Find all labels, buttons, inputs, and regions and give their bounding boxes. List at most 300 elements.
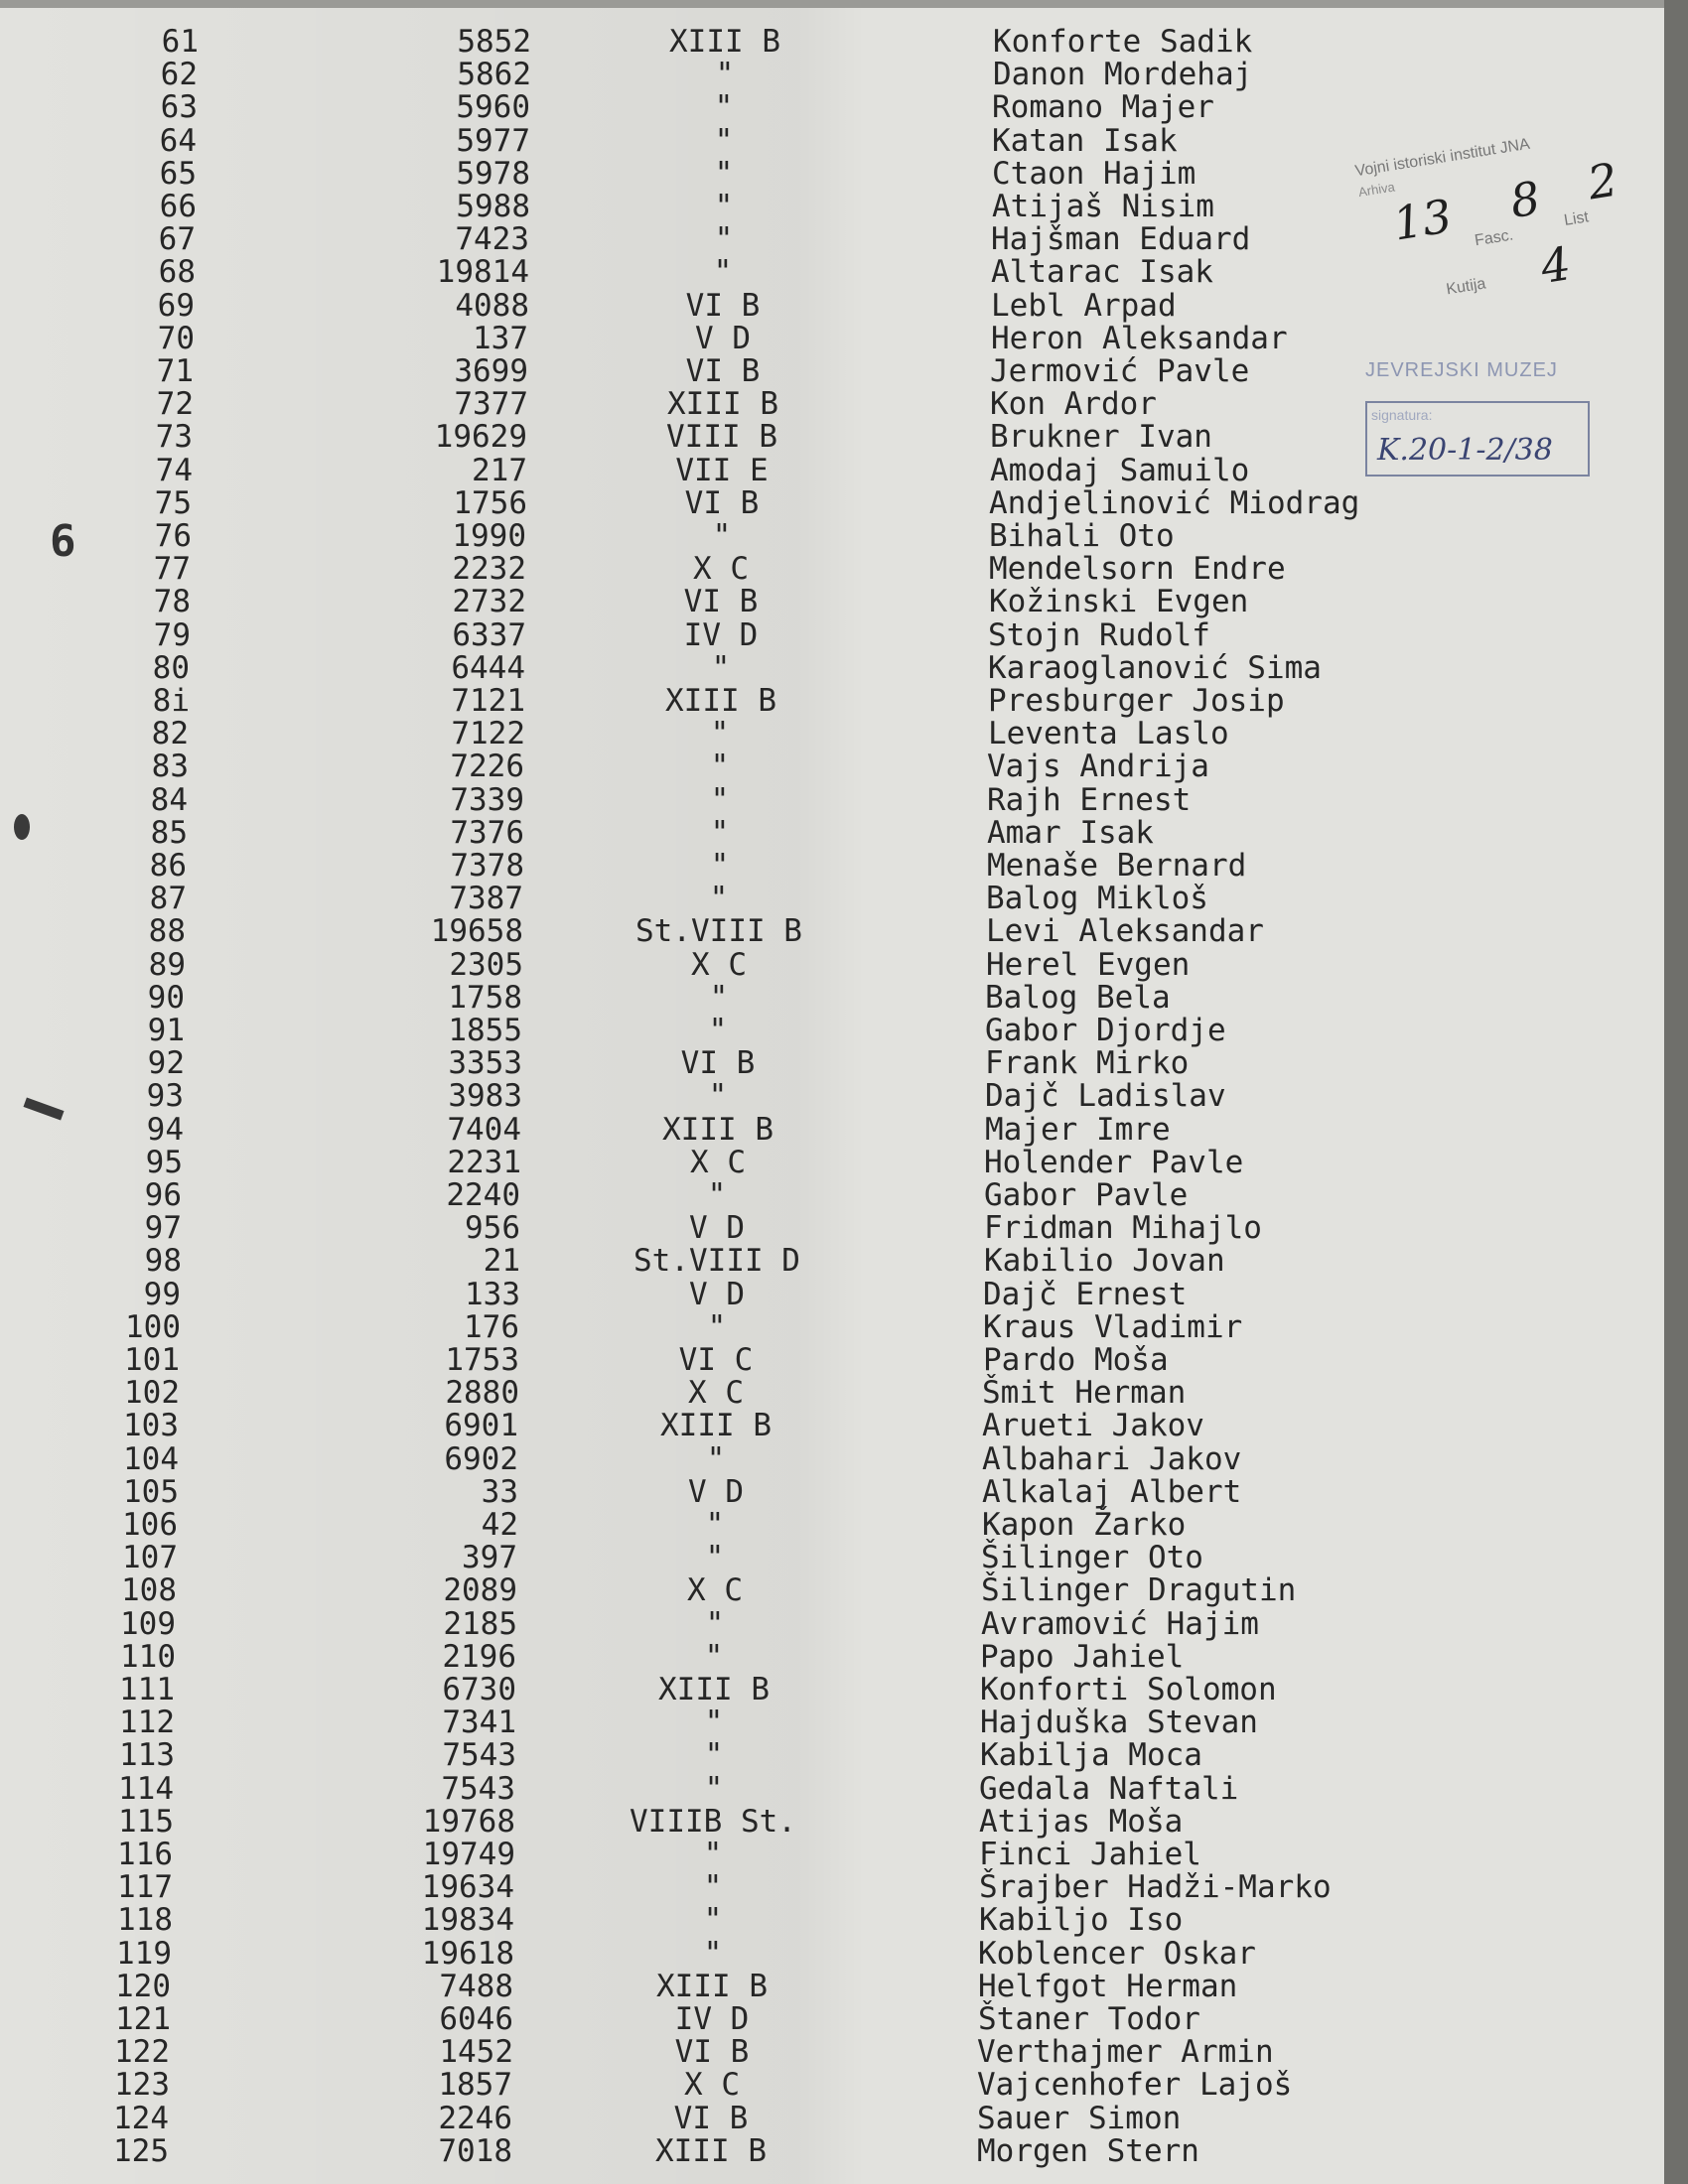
registration-number: 7376 [450, 814, 524, 851]
registration-number: 5977 [456, 122, 530, 159]
registration-number: 6730 [442, 1672, 516, 1707]
unit-designation: " [704, 1737, 724, 1774]
row-number: 101 [124, 1342, 180, 1378]
registration-number: 6444 [451, 649, 525, 686]
person-name: Balog Bela [985, 979, 1171, 1016]
registration-number: 5852 [457, 24, 531, 60]
person-name: Amar Isak [987, 814, 1154, 851]
row-number: 98 [144, 1243, 182, 1280]
unit-designation: XIII B [667, 386, 778, 423]
person-name: Danon Mordehaj [993, 57, 1253, 93]
person-name: Hajšman Eduard [991, 221, 1251, 258]
table-row [0, 1111, 1648, 1148]
registration-number: 2231 [447, 1144, 521, 1180]
unit-designation: " [707, 1177, 727, 1213]
registration-number: 7488 [439, 1968, 513, 2004]
person-name: Gabor Djordje [985, 1013, 1226, 1048]
table-row [0, 1276, 1648, 1312]
registration-number: 1753 [445, 1342, 519, 1378]
archive-fasc-label: Fasc. [1473, 226, 1515, 250]
row-number: 105 [123, 1473, 179, 1510]
table-row [0, 1410, 1648, 1442]
registration-number: 2185 [443, 1605, 517, 1642]
table-row [0, 1904, 1648, 1937]
unit-designation: " [705, 1540, 725, 1576]
person-name: Koblencer Oskar [978, 1935, 1256, 1972]
person-name: Majer Imre [985, 1111, 1171, 1148]
registration-number: 2880 [445, 1375, 519, 1412]
unit-designation: St.VIII D [633, 1243, 800, 1280]
row-number: 78 [153, 584, 191, 620]
person-name: Kraus Vladimir [983, 1308, 1243, 1345]
table-row [0, 616, 1648, 653]
table-row [0, 1871, 1648, 1904]
row-number: 118 [117, 1902, 173, 1939]
person-name: Mendelsorn Endre [989, 551, 1286, 588]
registration-number: 7226 [450, 749, 524, 785]
table-row [0, 2132, 1648, 2169]
person-name: Bihali Oto [989, 518, 1175, 554]
unit-designation: VI C [678, 1342, 754, 1378]
table-row [0, 484, 1648, 521]
person-name: Albahari Jakov [982, 1440, 1242, 1477]
row-number: 61 [161, 24, 199, 60]
unit-designation: XIII B [665, 683, 776, 719]
person-name: Alkalaj Albert [982, 1473, 1242, 1510]
unit-designation: V D [688, 1473, 744, 1510]
margin-note: 6 [50, 516, 76, 567]
unit-designation: " [706, 1440, 726, 1477]
unit-designation: XIII B [658, 1672, 770, 1707]
person-name: Šrajber Hadži-Marko [979, 1869, 1332, 1906]
person-name: Papo Jahiel [980, 1638, 1185, 1675]
registration-number: 1758 [448, 979, 522, 1016]
table-row [0, 1440, 1648, 1477]
unit-designation: " [703, 1837, 723, 1872]
table-row [0, 122, 1648, 159]
registration-number: 21 [483, 1243, 520, 1280]
unit-designation: " [709, 881, 729, 917]
table-row [0, 1377, 1648, 1410]
unit-designation: " [705, 1605, 725, 1642]
scan-right-edge [1664, 0, 1688, 2184]
person-name: Kabilja Moca [980, 1737, 1202, 1774]
registration-number: 133 [465, 1276, 520, 1312]
table-row [0, 1574, 1648, 1607]
unit-designation: VI B [685, 353, 761, 389]
row-number: 113 [119, 1737, 175, 1774]
person-name: Menaše Bernard [987, 848, 1247, 884]
registration-number: 3353 [448, 1045, 522, 1082]
table-row [0, 59, 1648, 91]
unit-designation: " [714, 89, 734, 126]
registration-number: 2240 [446, 1177, 520, 1213]
row-number: 90 [147, 979, 185, 1016]
person-name: Amodaj Samuilo [990, 452, 1250, 488]
unit-designation: " [710, 848, 730, 884]
table-row [0, 1968, 1648, 2004]
row-number: 65 [159, 155, 197, 192]
unit-designation: " [711, 649, 731, 686]
registration-number: 19814 [436, 254, 529, 291]
registration-number: 6337 [452, 616, 526, 653]
unit-designation: " [712, 518, 732, 554]
table-row [0, 26, 1648, 59]
registration-number: 217 [472, 452, 527, 488]
row-number: 86 [149, 848, 187, 884]
table-row [0, 1212, 1648, 1245]
museum-signature-label: signatura: [1371, 407, 1433, 423]
person-name: Sauer Simon [977, 2100, 1182, 2136]
person-name: Gedala Naftali [979, 1770, 1239, 1807]
registration-number: 6046 [439, 2001, 513, 2037]
registration-number: 397 [462, 1540, 517, 1576]
unit-designation: " [709, 979, 729, 1016]
row-number: 92 [147, 1045, 185, 1082]
person-name: Brukner Ivan [990, 419, 1212, 456]
unit-designation: " [715, 57, 735, 93]
registration-number: 2246 [438, 2100, 512, 2136]
registration-number: 5862 [457, 57, 531, 93]
unit-designation: X C [688, 1375, 744, 1412]
row-number: 121 [115, 2001, 171, 2037]
unit-designation: " [710, 814, 730, 851]
table-row [0, 1935, 1648, 1972]
person-name: Pardo Moša [983, 1342, 1169, 1378]
registration-number: 5988 [456, 189, 530, 224]
table-row [0, 2036, 1648, 2069]
registration-number: 2196 [442, 1638, 516, 1675]
person-name: Vajs Andrija [987, 749, 1209, 785]
table-row [0, 649, 1648, 686]
registration-number: 1756 [453, 484, 527, 521]
person-name: Verthajmer Armin [977, 2034, 1274, 2071]
person-name: Šilinger Dragutin [981, 1572, 1297, 1609]
registration-number: 19618 [421, 1935, 514, 1972]
row-number: 91 [147, 1013, 185, 1048]
unit-designation: VIIIB St. [630, 1803, 796, 1840]
person-name: Kabiljo Iso [979, 1902, 1184, 1939]
registration-number: 19634 [421, 1869, 514, 1906]
person-name: Holender Pavle [984, 1144, 1244, 1180]
table-row [0, 850, 1648, 883]
table-row [0, 1770, 1648, 1807]
museum-stamp-box [1365, 401, 1590, 477]
person-name: Kabilio Jovan [984, 1243, 1225, 1280]
registration-number: 7423 [455, 221, 529, 258]
registration-number: 1990 [452, 518, 526, 554]
row-number: 79 [153, 616, 191, 653]
row-number: 106 [122, 1507, 178, 1543]
unit-designation: " [714, 155, 734, 192]
unit-designation: X C [690, 1144, 746, 1180]
row-number: 69 [157, 287, 195, 324]
person-name: Arueti Jakov [982, 1408, 1204, 1444]
unit-designation: " [703, 1902, 723, 1939]
unit-designation: XIII B [660, 1408, 772, 1444]
registration-number: 6901 [444, 1408, 518, 1444]
archive-stamp-header: Vojni istoriski institut JNA [1353, 135, 1531, 181]
row-number: 96 [144, 1177, 182, 1213]
table-row [0, 1308, 1648, 1345]
registration-number: 2732 [452, 584, 526, 620]
registration-number: 7404 [447, 1111, 521, 1148]
person-name: Finci Jahiel [979, 1837, 1201, 1872]
person-name: Leventa Laslo [988, 716, 1229, 752]
registration-number: 7018 [438, 2132, 512, 2169]
table-row [0, 91, 1648, 124]
unit-designation: X C [693, 551, 749, 588]
row-number: 77 [153, 551, 191, 588]
person-name: Šmit Herman [982, 1375, 1187, 1412]
table-row [0, 1638, 1648, 1675]
row-number: 110 [120, 1638, 176, 1675]
unit-designation: XIII B [655, 2132, 767, 2169]
person-name: Dajč Ernest [983, 1276, 1188, 1312]
row-number: 75 [154, 484, 192, 521]
unit-designation: V D [695, 320, 751, 356]
registration-number: 19629 [434, 419, 527, 456]
unit-designation: XIII B [662, 1111, 774, 1148]
table-row [0, 553, 1648, 586]
person-name: Lebl Arpad [991, 287, 1177, 324]
archive-fasc-value: 13 [1389, 189, 1456, 251]
unit-designation: " [713, 254, 733, 291]
table-row [0, 751, 1648, 783]
unit-designation: St.VIII B [635, 913, 802, 950]
unit-designation: VIII B [666, 419, 777, 456]
row-number: 104 [123, 1440, 179, 1477]
person-name: Karaoglanović Sima [988, 649, 1322, 686]
unit-designation: " [704, 1705, 724, 1741]
row-number: 115 [118, 1803, 174, 1840]
person-name: Jermović Pavle [990, 353, 1250, 389]
unit-designation: V D [689, 1276, 745, 1312]
unit-designation: " [710, 781, 730, 818]
unit-designation: X C [687, 1572, 743, 1609]
table-row [0, 1179, 1648, 1212]
archive-kutija-label: Kutija [1445, 275, 1487, 299]
registration-number: 137 [473, 320, 528, 356]
registration-number: 7341 [442, 1705, 516, 1741]
person-name: Hajduška Stevan [980, 1705, 1258, 1741]
table-row [0, 781, 1648, 818]
unit-designation: " [705, 1507, 725, 1543]
registration-number: 19768 [422, 1803, 515, 1840]
row-number: 76 [154, 518, 192, 554]
person-name: Atijaš Nisim [992, 189, 1214, 224]
archive-list-label: List [1562, 208, 1591, 230]
unit-designation: " [704, 1638, 724, 1675]
unit-designation: " [710, 749, 730, 785]
row-number: 85 [150, 814, 188, 851]
person-name: Ctaon Hajim [992, 155, 1196, 192]
registration-number: 5978 [456, 155, 530, 192]
row-number: 83 [151, 749, 189, 785]
row-number: 120 [115, 1968, 171, 2004]
row-number: 103 [123, 1408, 179, 1444]
row-number: 122 [114, 2034, 170, 2071]
registration-number: 7543 [442, 1737, 516, 1774]
row-number: 123 [114, 2067, 170, 2104]
row-number: 80 [152, 649, 190, 686]
table-row [0, 685, 1648, 718]
unit-designation: " [707, 1308, 727, 1345]
museum-stamp [1365, 359, 1586, 477]
unit-designation: VI B [673, 2100, 749, 2136]
row-number: 67 [158, 221, 196, 258]
person-name: Kapon Žarko [982, 1507, 1187, 1543]
table-row [0, 883, 1648, 915]
table-row [0, 915, 1648, 948]
row-number: 73 [155, 419, 193, 456]
unit-designation: XIII B [669, 24, 780, 60]
table-row [0, 1344, 1648, 1377]
row-number: 66 [159, 189, 197, 224]
unit-designation: " [714, 189, 734, 224]
unit-designation: " [704, 1770, 724, 1807]
person-name: Morgen Stern [977, 2132, 1199, 2169]
row-number: 84 [150, 781, 188, 818]
unit-designation: VI B [683, 584, 759, 620]
museum-stamp-header: JEVREJSKI MUZEJ [1365, 359, 1558, 381]
table-row [0, 1473, 1648, 1510]
person-name: Konforti Solomon [980, 1672, 1277, 1707]
row-number: 125 [113, 2132, 169, 2169]
unit-designation: V D [689, 1210, 745, 1247]
registration-number: 7339 [450, 781, 524, 818]
row-number: 119 [116, 1935, 172, 1972]
registration-number: 956 [465, 1210, 520, 1247]
registration-number: 42 [481, 1507, 518, 1543]
archive-kutija-value: 4 [1537, 236, 1575, 294]
registration-number: 2305 [449, 946, 523, 983]
table-row [0, 586, 1648, 618]
person-name: Katan Isak [992, 122, 1178, 159]
table-row [0, 979, 1648, 1016]
registration-number: 2089 [443, 1572, 517, 1609]
row-number: 88 [148, 913, 186, 950]
archive-number-value: 8 [1506, 171, 1544, 228]
person-name: Romano Majer [992, 89, 1214, 126]
unit-designation: VII E [675, 452, 769, 488]
row-number: 116 [117, 1837, 173, 1872]
row-number: 97 [144, 1210, 182, 1247]
row-number: 64 [159, 122, 197, 159]
row-number: 117 [117, 1869, 173, 1906]
registration-number: 176 [464, 1308, 519, 1345]
row-number: 87 [149, 881, 187, 917]
row-number: 70 [157, 320, 195, 356]
table-row [0, 1509, 1648, 1542]
person-name: Frank Mirko [985, 1045, 1190, 1082]
registration-number: 1857 [438, 2067, 512, 2104]
registration-number: 7387 [449, 881, 523, 917]
table-row [0, 1245, 1648, 1278]
registration-number: 4088 [455, 287, 529, 324]
row-number: 82 [151, 716, 189, 752]
row-number: 95 [145, 1144, 183, 1180]
table-row [0, 1080, 1648, 1113]
person-name: Kon Ardor [990, 386, 1157, 423]
person-name: Balog Mikloš [986, 881, 1208, 917]
row-number: 114 [118, 1770, 174, 1807]
unit-designation: X C [684, 2067, 740, 2104]
archive-stamp-subheader: Arhiva [1356, 179, 1396, 201]
person-name: Fridman Mihajlo [984, 1210, 1262, 1247]
museum-signature-value: K.20-1-2/38 [1377, 433, 1553, 468]
registration-number: 19834 [421, 1902, 514, 1939]
row-number: 93 [146, 1078, 184, 1115]
row-number: 63 [160, 89, 198, 126]
table-row [0, 1674, 1648, 1706]
table-row [0, 1706, 1648, 1739]
table-row [0, 520, 1648, 553]
unit-designation: " [708, 1013, 728, 1048]
unit-designation: VI B [674, 2034, 750, 2071]
row-number: 99 [143, 1276, 181, 1312]
row-number: 71 [156, 353, 194, 389]
person-name: Kožinski Evgen [989, 584, 1249, 620]
table-row [0, 946, 1648, 983]
person-name: Vajcenhofer Lajoš [977, 2067, 1293, 2104]
row-number: 109 [120, 1605, 176, 1642]
scan-top-edge [0, 0, 1664, 8]
registration-number: 7378 [450, 848, 524, 884]
table-row [0, 1047, 1648, 1080]
person-name: Konforte Sadik [993, 24, 1253, 60]
unit-designation: VI B [684, 484, 760, 521]
person-name: Heron Aleksandar [991, 320, 1288, 356]
registration-number: 7377 [454, 386, 528, 423]
unit-designation: XIII B [656, 1968, 768, 2004]
registration-number: 19749 [422, 1837, 515, 1872]
unit-designation: VI B [685, 287, 761, 324]
person-name: Altarac Isak [991, 254, 1213, 291]
person-name: Helfgot Herman [978, 1968, 1238, 2004]
person-name: Šilinger Oto [981, 1540, 1203, 1576]
table-row [0, 1144, 1648, 1180]
unit-designation: " [710, 716, 730, 752]
row-number: 74 [155, 452, 193, 488]
registration-number: 3699 [454, 353, 528, 389]
row-number: 107 [122, 1540, 178, 1576]
row-number: 72 [156, 386, 194, 423]
registration-number: 1855 [448, 1013, 522, 1048]
table-row [0, 814, 1648, 851]
registration-number: 3983 [448, 1078, 522, 1115]
unit-designation: VI B [680, 1045, 756, 1082]
row-number: 112 [119, 1705, 175, 1741]
person-name: Levi Aleksandar [986, 913, 1264, 950]
person-name: Dajč Ladislav [985, 1078, 1226, 1115]
registration-number: 7121 [451, 683, 525, 719]
registration-number: 19658 [430, 913, 523, 950]
registration-number: 2232 [452, 551, 526, 588]
table-row [0, 1605, 1648, 1642]
registration-number: 1452 [439, 2034, 513, 2071]
table-row [0, 1015, 1648, 1047]
registration-number: 7543 [441, 1770, 515, 1807]
table-row [0, 2100, 1648, 2136]
row-number: 8i [152, 683, 190, 719]
row-number: 89 [148, 946, 186, 983]
row-number: 62 [160, 57, 198, 93]
person-name: Gabor Pavle [984, 1177, 1189, 1213]
person-name: Herel Evgen [986, 946, 1191, 983]
unit-designation: IV D [674, 2001, 750, 2037]
table-row [0, 2069, 1648, 2102]
